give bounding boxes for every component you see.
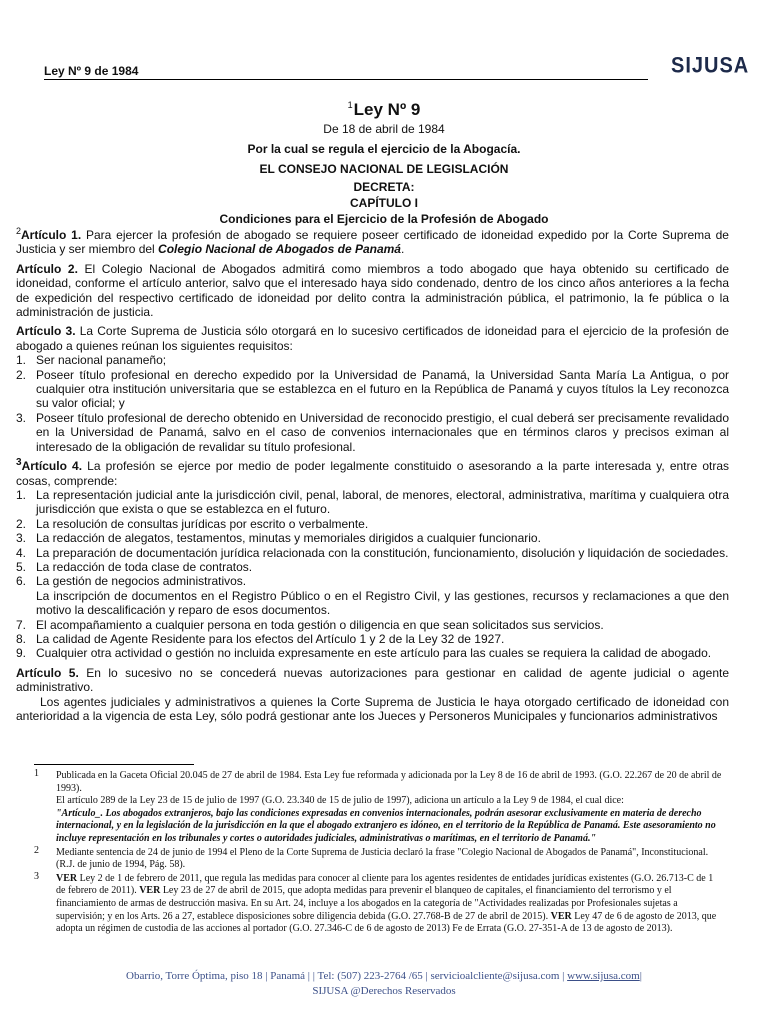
list-item: 1. La representación judicial ante la jurisdicción civil, penal, laboral, de menores, electoral, administrativa, marítima y cualquiera otra jurisdicción que exista o que se establezca en el futuro.	[16, 487, 729, 517]
law-date: De 18 de abril de 1984	[323, 122, 445, 136]
law-subtitle: Por la cual se regula el ejercicio de la Abogacía.	[247, 142, 521, 156]
article-5-paragraph: Los agentes judiciales y administrativos a quienes la Corte Suprema de Justicia le haya otorgado certificado de idoneidad con anterioridad a la vigencia de esta Ley, sólo podrá gestionar ante los Jueces y Personeros Municipales y funcionarios administrativos	[16, 694, 729, 723]
sijusa-logo: SIJUSA	[671, 53, 750, 79]
law-title: $^1$Ley Nº 9	[347, 100, 421, 119]
header-rule	[44, 79, 648, 80]
footnote-2: 2 Mediante sentencia de 24 de junio de 1994 el Pleno de la Corte Suprema de Justicia declaró la frase "Colegio Nacional de Abogados de Panamá", Inconstitucional. (R.J. de junio de 1994, Pág. 58).	[34, 844, 709, 871]
header-title: Ley Nº 9 de 1984	[44, 64, 139, 78]
list-item: 8. La calidad de Agente Residente para los efectos del Artículo 1 y 2 de la Ley 32 de 1927.	[16, 631, 505, 646]
chapter-heading: CAPÍTULO I	[350, 196, 418, 210]
list-item: 5. La redacción de toda clase de contratos.	[16, 559, 253, 574]
footer-contact: Obarrio, Torre Óptima, piso 18 | Panamá | | Tel: (507) 223-2764 /65 | servicioalcliente@sijusa.com | www.sijusa.com|	[126, 970, 642, 982]
footnote-marker[interactable]: 3	[16, 457, 22, 469]
list-item: 1. Ser nacional panameño;	[16, 353, 167, 368]
list-item: 3. La redacción de alegatos, testamentos, minutas y memoriales dirigidos a cualquier funcionario.	[16, 531, 541, 546]
footnote-marker[interactable]: 2	[16, 226, 22, 236]
list-item: 2. Poseer título profesional en derecho expedido por la Universidad de Panamá, la Universidad Santa María La Antigua, o por cualquier otra institución universitaria que se establezca en el futuro en la República de Panamá y cuyos títulos la Ley reconozca su valor oficial; y	[16, 367, 729, 411]
article-3: Artículo 3. La Corte Suprema de Justicia sólo otorgará en lo sucesivo certificados de idoneidad para el ejercicio de la profesión de abogado a quienes reúnan los siguientes requisitos:	[16, 324, 729, 353]
footnote-3: 3 VER Ley 2 de 1 de febrero de 2011, que regula las medidas para conocer al cliente para los agentes residentes de entidades jurídicas existentes (G.O. 26.713-C de 1 de febrero de 2011). VER Ley 23 de 27 de abril de 2015, que adopta medidas para prevenir el blanqueo de capitales, el financiamiento del terrorismo y el financiamiento de armas de destrucción masiva. En su Art. 24, incluye a los abogados en la categoría de "Actividades realizadas por Profesionales sujetas a supervisión; y en los Arts. 26 a 27, establece disposiciones sobre diligencia debida (G.O. 27.768-B de 27 de abril de 2015). VER Ley 47 de 6 de agosto de 2013, que adopta un régimen de custodia de las acciones al portador (G.O. 27.346-C de 6 de agosto de 2013) Fe de Errata (G.O. 27-351-A de 13 de agosto de 2013).	[34, 870, 717, 935]
footnote-rule	[34, 764, 194, 765]
council-heading: EL CONSEJO NACIONAL DE LEGISLACIÓN	[259, 162, 509, 176]
list-item: 7. El acompañamiento a cualquier persona en toda gestión o diligencia en que sean solicitados sus servicios.	[16, 617, 604, 632]
email-link[interactable]: servicioalcliente@sijusa.com	[430, 970, 560, 982]
article-5: Artículo 5. En lo sucesivo no se concederá nuevas autorizaciones para gestionar en calidad de agente judicial o agente administrativo.	[16, 665, 730, 695]
website-link[interactable]: www.sijusa.com	[567, 970, 640, 982]
chapter-title: Condiciones para el Ejercicio de la Profesión de Abogado	[219, 212, 549, 226]
article-2: Artículo 2. El Colegio Nacional de Abogados admitirá como miembros a todo abogado que haya obtenido su certificado de idoneidad, conforme el artículo anterior, salvo que el interesado haya sido condenado, dentro de los cinco años anteriores a la fecha de expedición del respectivo certificado de idoneidad por delito contra la administración pública, el patrimonio, la fe pública o la administración de justicia.	[16, 261, 729, 320]
list-item: 3. Poseer título profesional de derecho obtenido en Universidad de reconocido prestigio, el cual deberá ser precisamente revalidado en la Universidad de Panamá, salvo en el caso de convenios internacionales que en términos claros y precisos eximan al interesado de la obligación de revalidar su título profesional.	[16, 410, 729, 454]
footnotes	[34, 770, 724, 937]
article-1: $^2$Artículo 1. Para ejercer la profesión de abogado se requiere poseer certificado de idoneidad expedido por la Corte Suprema de Justicia y ser miembro del Colegio Nacional de Abogados de Panamá.	[16, 226, 729, 257]
decree-heading: DECRETA:	[353, 180, 415, 194]
list-item: 6. La gestión de negocios administrativos.	[16, 574, 247, 589]
law-body	[16, 228, 729, 728]
footer-rights: SIJUSA @Derechos Reservados	[312, 985, 456, 997]
footnote-marker[interactable]: 1	[347, 100, 353, 111]
article-4-list	[16, 488, 729, 661]
article-4: $^3$Artículo 4. La profesión se ejerce por medio de poder legalmente constituido o asesorando a la parte interesada y, entre otras cosas, comprende:	[16, 457, 729, 488]
article-3-list	[16, 353, 729, 454]
list-item: 4. La preparación de documentación jurídica relacionada con la constitución, funcionamiento, disolución y liquidación de sociedades.	[16, 545, 729, 560]
list-item: La inscripción de documentos en el Registro Público o en el Registro Civil, y las gestiones, recursos y reclamaciones a que den motivo la descalificación y reparo de esos documentos.	[36, 588, 729, 618]
footnote-1: 1 Publicada en la Gaceta Oficial 20.045 de 27 de abril de 1984. Esta Ley fue reformada y adicionada por la Ley 8 de 16 de abril de 1993. (G.O. 22.267 de 20 de abril de 1993). El artículo 289 de la Ley 23 de 15 de julio de 1997 (G.O. 23.340 de 15 de julio de 1997), adiciona un artículo a la Ley 9 de 1984, el cual dice: "Artículo_. Los abogados extranjeros, bajo las condiciones expresadas en convenios internacionales, podrán asesorar exclusivamente en materia de derecho internacional, y en la legislación de la jurisdicción en la que el abogado extranjero es idóneo, en el territorio de la República de Panamá. Este asesoramiento no incluye representación en los tribunales y cortes o autoridades judiciales, administrativas o marítimas, en el territorio de Panamá."	[34, 768, 722, 844]
list-item: 2. La resolución de consultas jurídicas por escrito o verbalmente.	[16, 516, 369, 531]
list-item: 9. Cualquier otra actividad o gestión no incluida expresamente en este artículo para las cuales se requiera la calidad de abogado.	[16, 646, 712, 661]
